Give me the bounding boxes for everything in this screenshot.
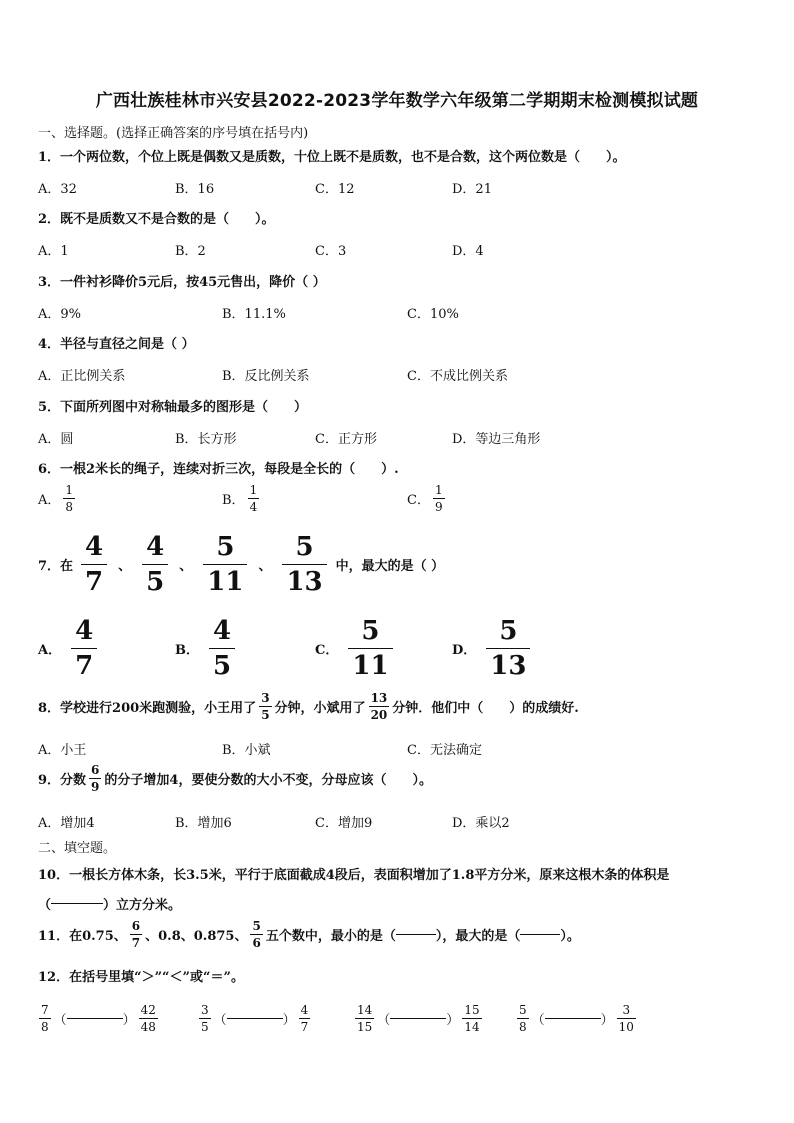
denominator: 9: [434, 500, 443, 514]
denominator: 8: [41, 1020, 49, 1034]
numerator: 5: [519, 1003, 527, 1017]
paren-open: （: [38, 898, 52, 913]
paren-close: ）: [600, 1013, 614, 1028]
denominator: 7: [131, 936, 141, 950]
option-label: A．: [38, 643, 62, 658]
q8-option-b[interactable]: B．小斌: [222, 743, 271, 758]
compare-item-4: [514, 1004, 639, 1033]
numerator: 13: [370, 691, 388, 705]
q11-text-4: ），最大的是（: [435, 929, 521, 944]
numerator: 4: [85, 532, 104, 562]
q7-option-a[interactable]: [38, 618, 100, 679]
paren-open: （: [531, 1013, 545, 1028]
option-label: C．: [407, 493, 430, 508]
q9-option-c[interactable]: C．增加9: [315, 816, 373, 831]
compare-item-3: [352, 1004, 485, 1033]
q11-text-5: ）。: [560, 929, 580, 944]
paren-open: （: [377, 1013, 391, 1028]
fraction: [63, 484, 75, 513]
compare-item-1: [36, 1004, 161, 1033]
numerator: 6: [91, 763, 100, 777]
fraction: [433, 484, 445, 513]
numerator: 3: [261, 691, 270, 705]
numerator: 3: [201, 1003, 209, 1017]
numerator: 6: [131, 919, 141, 933]
q8-text-1: 8．学校进行200米跑测验，小王用了: [38, 701, 257, 716]
numerator: 5: [499, 616, 518, 646]
paren-open: （: [53, 1013, 67, 1028]
fraction: [248, 484, 260, 513]
denominator: 11: [352, 651, 389, 681]
fraction: [203, 534, 247, 595]
q9-option-a[interactable]: A．增加4: [38, 816, 95, 831]
denominator: 20: [370, 708, 388, 722]
compare-blank[interactable]: [67, 1018, 123, 1019]
numerator: 14: [357, 1003, 373, 1017]
q3-option-a[interactable]: A．9%: [38, 307, 82, 322]
q7-option-c[interactable]: [315, 618, 396, 679]
denominator: 8: [519, 1020, 527, 1034]
fraction: [71, 618, 97, 679]
q7-option-d[interactable]: [452, 618, 533, 679]
q4-option-b[interactable]: B．反比例关系: [222, 369, 310, 384]
fraction: [250, 920, 262, 949]
q7-prefix: 7．在: [38, 559, 74, 574]
question-3: 3．一件衬衫降价5元后，按45元售出，降价（ ）: [38, 275, 326, 290]
q3-option-c[interactable]: C．10%: [407, 307, 459, 322]
fraction: [355, 1004, 374, 1033]
question-9: [38, 764, 432, 793]
q2-option-b[interactable]: B．2: [175, 244, 206, 259]
question-10-cont: [38, 894, 181, 913]
compare-blank[interactable]: [227, 1018, 283, 1019]
fraction: [209, 618, 235, 679]
numerator: 5: [252, 919, 261, 933]
fraction: [81, 534, 107, 595]
q10-tail: ）立方分米。: [103, 898, 182, 913]
numerator: 4: [213, 616, 232, 646]
fraction: [617, 1004, 636, 1033]
option-label: C．: [315, 643, 339, 658]
option-label: A．: [38, 493, 61, 508]
answer-blank-min[interactable]: [396, 934, 436, 935]
fraction: [259, 692, 271, 721]
denominator: 7: [75, 651, 94, 681]
q1-option-a[interactable]: A．32: [38, 182, 77, 197]
q11-text-1: 11．在0.75、: [38, 929, 127, 944]
section-fill-heading: 二、填空题。: [38, 841, 117, 856]
q11-text-2: 、0.8、0.875、: [145, 929, 248, 944]
q4-option-a[interactable]: A．正比例关系: [38, 369, 126, 384]
question-6: 6．一根2米长的绳子，连续对折三次，每段是全长的（ ）.: [38, 462, 399, 477]
option-label: D．: [452, 643, 477, 658]
q8-option-a[interactable]: A．小王: [38, 743, 87, 758]
q7-suffix: 中，最大的是（ ）: [335, 559, 445, 574]
fraction: [89, 764, 101, 793]
fraction: [199, 1004, 211, 1033]
numerator: 1: [65, 483, 74, 497]
numerator: 1: [249, 483, 258, 497]
q6-option-b[interactable]: [222, 484, 262, 513]
question-4: 4．半径与直径之间是（ ）: [38, 337, 195, 352]
denominator: 13: [490, 651, 527, 681]
q2-option-c[interactable]: C．3: [315, 244, 347, 259]
option-label: B．: [222, 493, 245, 508]
q5-option-d[interactable]: D．等边三角形: [452, 432, 541, 447]
numerator: 15: [464, 1003, 480, 1017]
fraction: [299, 1004, 311, 1033]
q8-text-3: 分钟．他们中（ ）的成绩好.: [392, 701, 579, 716]
question-11: [38, 920, 580, 949]
q9-text-2: 的分子增加4，要使分数的大小不变，分母应该（ ）。: [104, 773, 432, 788]
numerator: 5: [216, 532, 235, 562]
q6-option-c[interactable]: [407, 484, 448, 513]
fraction: [139, 1004, 158, 1033]
denominator: 11: [207, 567, 244, 597]
compare-blank[interactable]: [545, 1018, 601, 1019]
q9-option-b[interactable]: B．增加6: [175, 816, 232, 831]
denominator: 10: [618, 1020, 634, 1034]
fraction: [517, 1004, 529, 1033]
fraction: [462, 1004, 481, 1033]
q6-option-a[interactable]: [38, 484, 78, 513]
numerator: 5: [361, 616, 380, 646]
fraction: [39, 1004, 51, 1033]
question-5: 5．下面所列图中对称轴最多的图形是（ ）: [38, 400, 308, 415]
denominator: 48: [140, 1020, 156, 1034]
denominator: 5: [146, 567, 165, 597]
fraction: [486, 618, 530, 679]
q8-text-2: 分钟，小斌用了: [274, 701, 366, 716]
q9-text-1: 9．分数: [38, 773, 87, 788]
denominator: 7: [85, 567, 104, 597]
question-10: 10．一根长方体木条，长3.5米，平行于底面截成4段后，表面积增加了1.8平方分米，原来这根木条的体积是: [38, 868, 670, 883]
paren-close: ）: [122, 1013, 136, 1028]
q7-option-b[interactable]: [175, 618, 238, 679]
question-8: [38, 692, 579, 721]
fraction: [369, 692, 390, 721]
denominator: 14: [464, 1020, 480, 1034]
q9-option-d[interactable]: D．乘以2: [452, 816, 510, 831]
denominator: 9: [91, 780, 100, 794]
question-2: 2．既不是质数又不是合数的是（ ）。: [38, 212, 275, 227]
denominator: 7: [300, 1020, 309, 1034]
q11-text-3: 五个数中，最小的是（: [265, 929, 396, 944]
numerator: 42: [140, 1003, 156, 1017]
denominator: 15: [357, 1020, 373, 1034]
denominator: 8: [65, 500, 74, 514]
numerator: 4: [146, 532, 165, 562]
separator: 、: [179, 559, 193, 574]
numerator: 3: [622, 1003, 631, 1017]
q4-option-c[interactable]: C．不成比例关系: [407, 369, 508, 384]
numerator: 5: [295, 532, 314, 562]
numerator: 4: [300, 1003, 309, 1017]
q2-option-d[interactable]: D．4: [452, 244, 484, 259]
paren-open: （: [213, 1013, 227, 1028]
answer-blank[interactable]: [51, 903, 103, 904]
section-choice-heading: 一、选择题。(选择正确答案的序号填在括号内): [38, 126, 309, 141]
option-label: B．: [175, 643, 199, 658]
question-12: 12．在括号里填“＞”“＜”或“＝”。: [38, 970, 244, 985]
q5-option-a[interactable]: A．圆: [38, 432, 74, 447]
q5-option-c[interactable]: C．正方形: [315, 432, 377, 447]
q1-option-c[interactable]: C．12: [315, 182, 355, 197]
denominator: 6: [252, 936, 261, 950]
fraction: [348, 618, 392, 679]
fraction: [130, 920, 142, 949]
question-7: [38, 534, 444, 595]
paren-close: ）: [446, 1013, 460, 1028]
numerator: 7: [41, 1003, 49, 1017]
fraction: [142, 534, 168, 595]
answer-blank-max[interactable]: [520, 934, 560, 935]
question-1: 1．一个两位数，个位上既是偶数又是质数，十位上既不是质数，也不是合数，这个两位数是（ ）。: [38, 150, 626, 165]
separator: 、: [118, 559, 132, 574]
numerator: 1: [434, 483, 443, 497]
q1-option-b[interactable]: B．16: [175, 182, 215, 197]
separator: 、: [258, 559, 272, 574]
numerator: 4: [75, 616, 94, 646]
denominator: 13: [286, 567, 323, 597]
page-title: 广西壮族桂林市兴安县2022-2023学年数学六年级第二学期期末检测模拟试题: [95, 91, 699, 111]
q5-option-b[interactable]: B．长方形: [175, 432, 237, 447]
denominator: 5: [261, 708, 270, 722]
denominator: 4: [249, 500, 258, 514]
denominator: 5: [201, 1020, 209, 1034]
paren-close: ）: [282, 1013, 296, 1028]
q3-option-b[interactable]: B．11.1%: [222, 307, 286, 322]
compare-item-2: [196, 1004, 313, 1033]
fraction: [282, 534, 326, 595]
compare-blank[interactable]: [390, 1018, 446, 1019]
q1-option-d[interactable]: D．21: [452, 182, 492, 197]
q2-option-a[interactable]: A．1: [38, 244, 69, 259]
denominator: 5: [213, 651, 232, 681]
q8-option-c[interactable]: C．无法确定: [407, 743, 482, 758]
